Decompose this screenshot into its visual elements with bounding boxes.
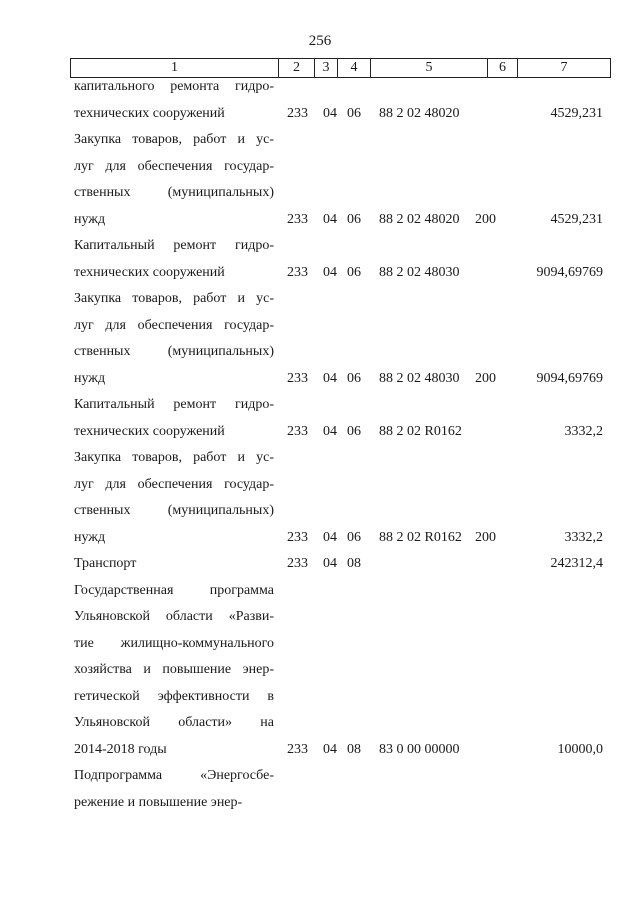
description-line: луг для обеспечения государ- [74, 158, 274, 174]
description-line: ственных (муниципальных) [74, 344, 274, 359]
cell-c4: 06 [347, 529, 361, 545]
column-header-7: 7 [518, 59, 611, 78]
cell-c3: 04 [323, 423, 337, 439]
cell-c5: 88 2 02 R0162 [379, 423, 462, 439]
row-description [74, 578, 274, 764]
cell-c5: 88 2 02 R0162 [379, 529, 462, 545]
row-description [74, 127, 274, 233]
cell-c3: 04 [323, 370, 337, 386]
cell-c4: 08 [347, 556, 361, 571]
row-description [74, 286, 274, 392]
description-line: капитального ремонта гидро- [74, 79, 274, 94]
cell-c3: 04 [323, 741, 337, 757]
description-line: нужд [74, 370, 106, 386]
column-header-4: 4 [338, 59, 371, 78]
cell-c7: 9094,69769 [536, 370, 603, 386]
description-line: Закупка товаров, работ и ус- [74, 291, 274, 306]
cell-c6: 200 [475, 370, 496, 386]
cell-c4: 06 [347, 264, 361, 280]
cell-c2: 233 [287, 370, 308, 386]
cell-c5: 88 2 02 48030 [379, 264, 460, 280]
description-line: Ульяновской области «Разви- [74, 609, 274, 624]
description-line: тие жилищно-коммунального [74, 635, 274, 651]
cell-c7: 4529,231 [550, 105, 603, 121]
cell-c7: 10000,0 [557, 741, 603, 757]
cell-c4: 06 [347, 211, 361, 227]
description-line: Подпрограмма «Энергосбе- [74, 768, 274, 783]
cell-c5: 83 0 00 00000 [379, 741, 460, 757]
cell-c2: 233 [287, 423, 308, 439]
cell-c7: 3332,2 [564, 423, 603, 439]
description-line: нужд [74, 211, 106, 227]
cell-c6: 200 [475, 529, 496, 545]
column-header-2: 2 [279, 59, 315, 78]
row-description [74, 392, 274, 445]
description-line: Закупка товаров, работ и ус- [74, 132, 274, 147]
cell-c5: 88 2 02 48020 [379, 105, 460, 121]
cell-c3: 04 [323, 556, 337, 571]
cell-c4: 06 [347, 423, 361, 439]
description-line: луг для обеспечения государ- [74, 317, 274, 333]
cell-c2: 233 [287, 556, 308, 571]
description-line: режение и повышение энер- [74, 794, 243, 810]
description-line: Транспорт [74, 556, 137, 571]
cell-c2: 233 [287, 211, 308, 227]
description-line: Ульяновской области» на [74, 715, 274, 730]
row-description [74, 445, 274, 551]
description-line: луг для обеспечения государ- [74, 476, 274, 492]
cell-c3: 04 [323, 264, 337, 280]
page-number: 256 [308, 33, 332, 49]
cell-c7: 242312,4 [550, 556, 603, 571]
cell-c3: 04 [323, 211, 337, 227]
cell-c3: 04 [323, 529, 337, 545]
description-line: нужд [74, 529, 106, 545]
description-line: ственных (муниципальных) [74, 185, 274, 200]
row-description [74, 74, 274, 127]
description-line: гетической эффективности в [74, 688, 274, 704]
row-description [74, 763, 274, 816]
column-header-6: 6 [488, 59, 518, 78]
column-header-3: 3 [315, 59, 338, 78]
cell-c4: 06 [347, 105, 361, 121]
description-line: технических сооружений [74, 423, 225, 439]
cell-c4: 06 [347, 370, 361, 386]
column-header-1: 1 [71, 59, 279, 78]
description-line: Государственная программа [74, 582, 274, 598]
cell-c2: 233 [287, 741, 308, 757]
cell-c7: 9094,69769 [536, 264, 603, 280]
description-line: Закупка товаров, работ и ус- [74, 450, 274, 465]
cell-c4: 08 [347, 741, 361, 757]
description-line: ственных (муниципальных) [74, 503, 274, 518]
description-line: технических сооружений [74, 105, 225, 121]
description-line: технических сооружений [74, 264, 225, 280]
cell-c2: 233 [287, 264, 308, 280]
cell-c2: 233 [287, 529, 308, 545]
cell-c7: 3332,2 [564, 529, 603, 545]
row-description [74, 551, 274, 578]
column-header-5: 5 [371, 59, 488, 78]
cell-c2: 233 [287, 105, 308, 121]
description-line: Капитальный ремонт гидро- [74, 238, 274, 253]
description-line: 2014-2018 годы [74, 741, 167, 757]
description-line: Капитальный ремонт гидро- [74, 397, 274, 412]
row-description [74, 233, 274, 286]
cell-c5: 88 2 02 48030 [379, 370, 460, 386]
cell-c6: 200 [475, 211, 496, 227]
cell-c5: 88 2 02 48020 [379, 211, 460, 227]
cell-c3: 04 [323, 105, 337, 121]
description-line: хозяйства и повышение энер- [74, 662, 274, 677]
cell-c7: 4529,231 [550, 211, 603, 227]
